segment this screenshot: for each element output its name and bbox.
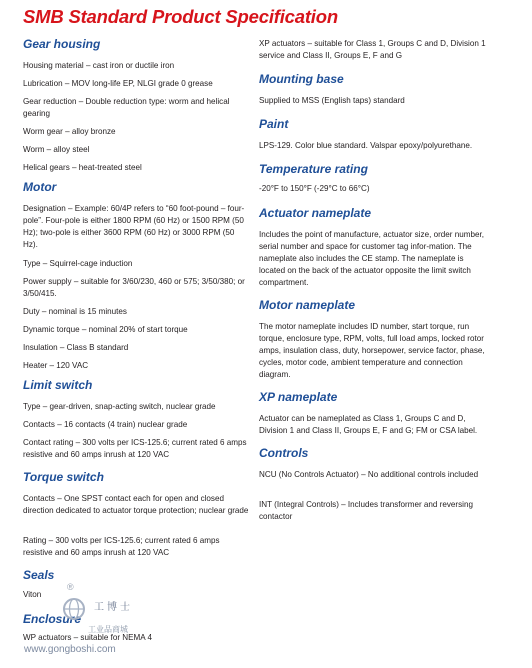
gear-housing-lubrication: Lubrication – MOV long-life EP, NLGI grade 0 grease — [23, 79, 213, 88]
enclosure-xp: XP actuators – suitable for Class 1, Groups C and D, Division 1 service and Class II, Groups E, F and G — [259, 39, 486, 60]
seals-material: Viton — [23, 590, 42, 599]
motor-dynamic-torque: Dynamic torque – nominal 20% of start torque — [23, 325, 188, 334]
gear-housing-worm: Worm – alloy steel — [23, 145, 90, 154]
section-heading-motor-nameplate: Motor nameplate — [259, 298, 356, 312]
xp-nameplate-text: Actuator can be nameplated as Class 1, Groups C and D, Division 1 and Class II, Groups E, F and G; FM or CSA label. — [259, 414, 478, 435]
section-heading-actuator-nameplate: Actuator nameplate — [259, 206, 372, 220]
torque-switch-contacts: Contacts – One SPST contact each for open and closed direction dedicated to actuator torque protection; nuclear grade — [23, 494, 249, 515]
gear-housing-reduction: Gear reduction – Double reduction type: worm and helical gearing — [23, 97, 230, 118]
section-heading-paint: Paint — [259, 117, 289, 131]
section-heading-controls: Controls — [259, 446, 309, 460]
section-heading-torque-switch: Torque switch — [23, 470, 104, 484]
motor-duty: Duty – nominal is 15 minutes — [23, 307, 127, 316]
section-heading-enclosure: Enclosure — [23, 612, 82, 626]
motor-type: Type – Squirrel-cage induction — [23, 259, 133, 268]
motor-designation: Designation – Example: 60/4P refers to “60 foot-pound – four-pole”. Four-pole is either 1800 RPM (60 Hz) or 1500 RPM (50 Hz); two-pole is either 3600 RPM (60 Hz) or 3000 RPM (50 Hz). — [23, 204, 245, 249]
section-heading-temperature-rating: Temperature rating — [259, 162, 368, 176]
page-title: SMB Standard Product Specification — [23, 6, 338, 27]
paint-text: LPS-129. Color blue standard. Valspar epoxy/polyurethane. — [259, 141, 473, 150]
motor-power-supply: Power supply – suitable for 3/60/230, 460 or 575; 3/50/380; or 3/50/415. — [23, 277, 245, 298]
watermark-url: www.gongboshi.com — [24, 644, 116, 655]
gear-housing-material: Housing material – cast iron or ductile iron — [23, 61, 175, 70]
limit-switch-type: Type – gear-driven, snap-acting switch, nuclear grade — [23, 402, 216, 411]
controls-int: INT (Integral Controls) – Includes transformer and reversing contactor — [259, 500, 473, 521]
section-heading-mounting-base: Mounting base — [259, 72, 344, 86]
section-heading-motor: Motor — [23, 180, 57, 194]
gear-housing-helical: Helical gears – heat-treated steel — [23, 163, 142, 172]
motor-heater: Heater – 120 VAC — [23, 361, 89, 370]
enclosure-wp: WP actuators – suitable for NEMA 4 — [23, 633, 152, 642]
section-heading-limit-switch: Limit switch — [23, 378, 93, 392]
watermark-brand: 工博士 — [94, 602, 133, 613]
actuator-nameplate-text: Includes the point of manufacture, actuator size, order number, serial number and space for customer tag infor-mation. The nameplate also includes the CE stamp. The nameplate is located on the back of the actuator opposite the limit switch compartment. — [259, 230, 484, 287]
limit-switch-contacts: Contacts – 16 contacts (4 train) nuclear grade — [23, 420, 188, 429]
section-heading-gear-housing: Gear housing — [23, 37, 101, 51]
torque-switch-rating: Rating – 300 volts per ICS-125.6; current rated 6 amps resistive and 60 amps inrush at 120 VAC — [23, 536, 220, 557]
motor-insulation: Insulation – Class B standard — [23, 343, 129, 352]
motor-nameplate-text: The motor nameplate includes ID number, start torque, run torque, enclosure type, RPM, volts, full load amps, locked rotor amps, insulation class, duty, horsepower, service factor, phase, cycles, motor code, ambient temperature and connection diagram. — [259, 322, 485, 379]
mounting-base-text: Supplied to MSS (English taps) standard — [259, 96, 405, 105]
section-heading-seals: Seals — [23, 568, 55, 582]
temperature-rating-text: -20°F to 150°F (-29°C to 66°C) — [259, 184, 370, 193]
section-heading-xp-nameplate: XP nameplate — [259, 390, 338, 404]
controls-ncu: NCU (No Controls Actuator) – No additional controls included — [259, 470, 479, 479]
gear-housing-worm-gear: Worm gear – alloy bronze — [23, 127, 116, 136]
watermark — [16, 582, 166, 664]
watermark-subtitle: 工业品商城 — [88, 625, 128, 634]
globe-emblem-icon — [62, 597, 86, 621]
registered-mark: ® — [67, 582, 74, 592]
limit-switch-rating: Contact rating – 300 volts per ICS-125.6; current rated 6 amps resistive and 60 amps inrush at 120 VAC — [23, 438, 247, 459]
